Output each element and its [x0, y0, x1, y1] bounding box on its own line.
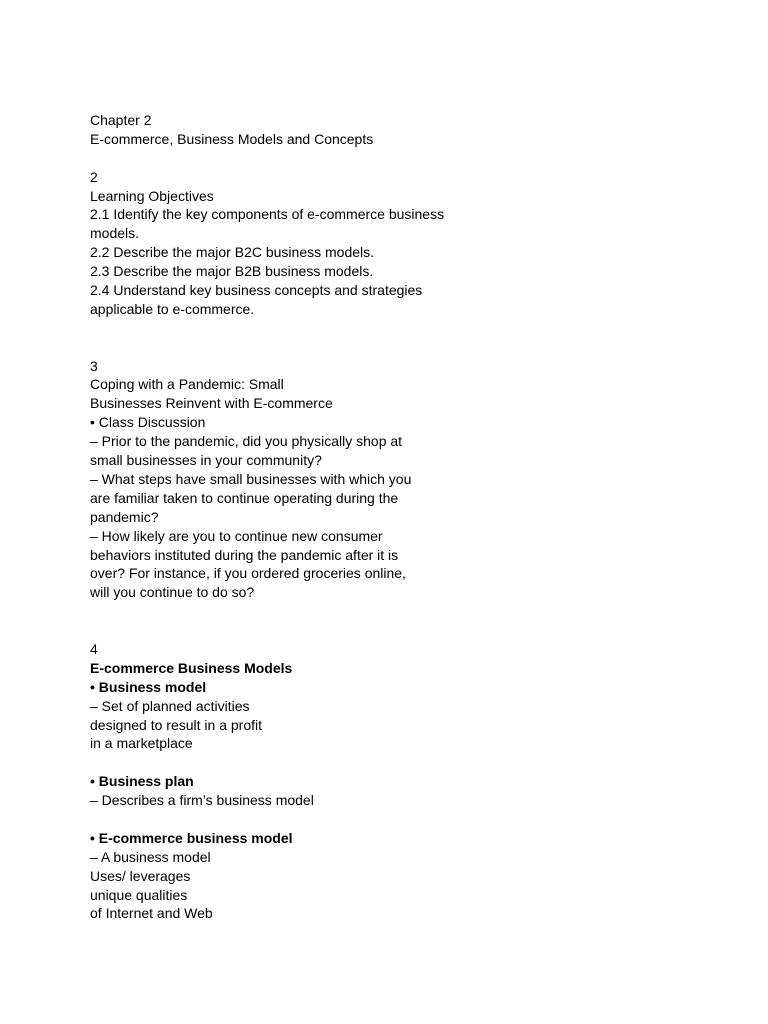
chapter-label: Chapter 2	[90, 112, 152, 128]
definition-line: – A business model	[90, 848, 211, 865]
chapter-title: E-commerce, Business Models and Concepts	[90, 130, 374, 147]
discussion-line: – Prior to the pandemic, did you physically shop at	[90, 433, 403, 450]
section-heading: Learning Objectives	[90, 187, 214, 204]
discussion-line: • Class Discussion	[90, 414, 206, 431]
definition-line: Uses/ leverages	[90, 867, 191, 884]
objective-line: models.	[90, 225, 140, 242]
document-page	[90, 111, 710, 923]
section-heading: E-commerce Business Models	[90, 659, 293, 676]
section-heading: Businesses Reinvent with E-commerce	[90, 395, 333, 412]
term-business-model: • Business model	[90, 678, 207, 695]
spacer	[90, 319, 710, 357]
spacer	[90, 602, 710, 640]
discussion-line: over? For instance, if you ordered groceries online,	[90, 565, 406, 582]
discussion-line: – What steps have small businesses with which you	[90, 470, 412, 487]
discussion-line: behaviors instituted during the pandemic after it is	[90, 546, 399, 563]
slide-number: 2	[90, 168, 98, 185]
slide-3-section	[90, 357, 710, 603]
discussion-line: will you continue to do so?	[90, 584, 255, 601]
objective-line: 2.4 Understand key business concepts and strategies	[90, 282, 423, 299]
definition-line: – Describes a firm’s business model	[90, 792, 314, 809]
discussion-line: small businesses in your community?	[90, 452, 322, 469]
definition-line: – Set of planned activities	[90, 697, 250, 714]
slide-4-section	[90, 640, 710, 923]
definition-line: unique qualities	[90, 886, 188, 903]
objective-line: 2.2 Describe the major B2C business models.	[90, 244, 375, 261]
objective-line: 2.1 Identify the key components of e-commerce business	[90, 206, 445, 223]
discussion-line: – How likely are you to continue new consumer	[90, 527, 383, 544]
slide-number: 3	[90, 357, 98, 374]
slide-number: 4	[90, 640, 98, 657]
slide-2-section	[90, 168, 710, 319]
definition-line: of Internet and Web	[90, 905, 213, 922]
discussion-line: are familiar taken to continue operating during the	[90, 489, 399, 506]
term-business-plan: • Business plan	[90, 773, 194, 790]
term-ecommerce-business-model: • E-commerce business model	[90, 829, 293, 846]
objective-line: 2.3 Describe the major B2B business models.	[90, 263, 374, 280]
definition-line: designed to result in a profit	[90, 716, 262, 733]
definition-line: in a marketplace	[90, 735, 193, 752]
discussion-line: pandemic?	[90, 508, 159, 525]
objective-line: applicable to e-commerce.	[90, 300, 255, 317]
spacer	[90, 149, 710, 168]
spacer	[90, 753, 710, 772]
section-heading: Coping with a Pandemic: Small	[90, 376, 284, 393]
spacer	[90, 810, 710, 829]
